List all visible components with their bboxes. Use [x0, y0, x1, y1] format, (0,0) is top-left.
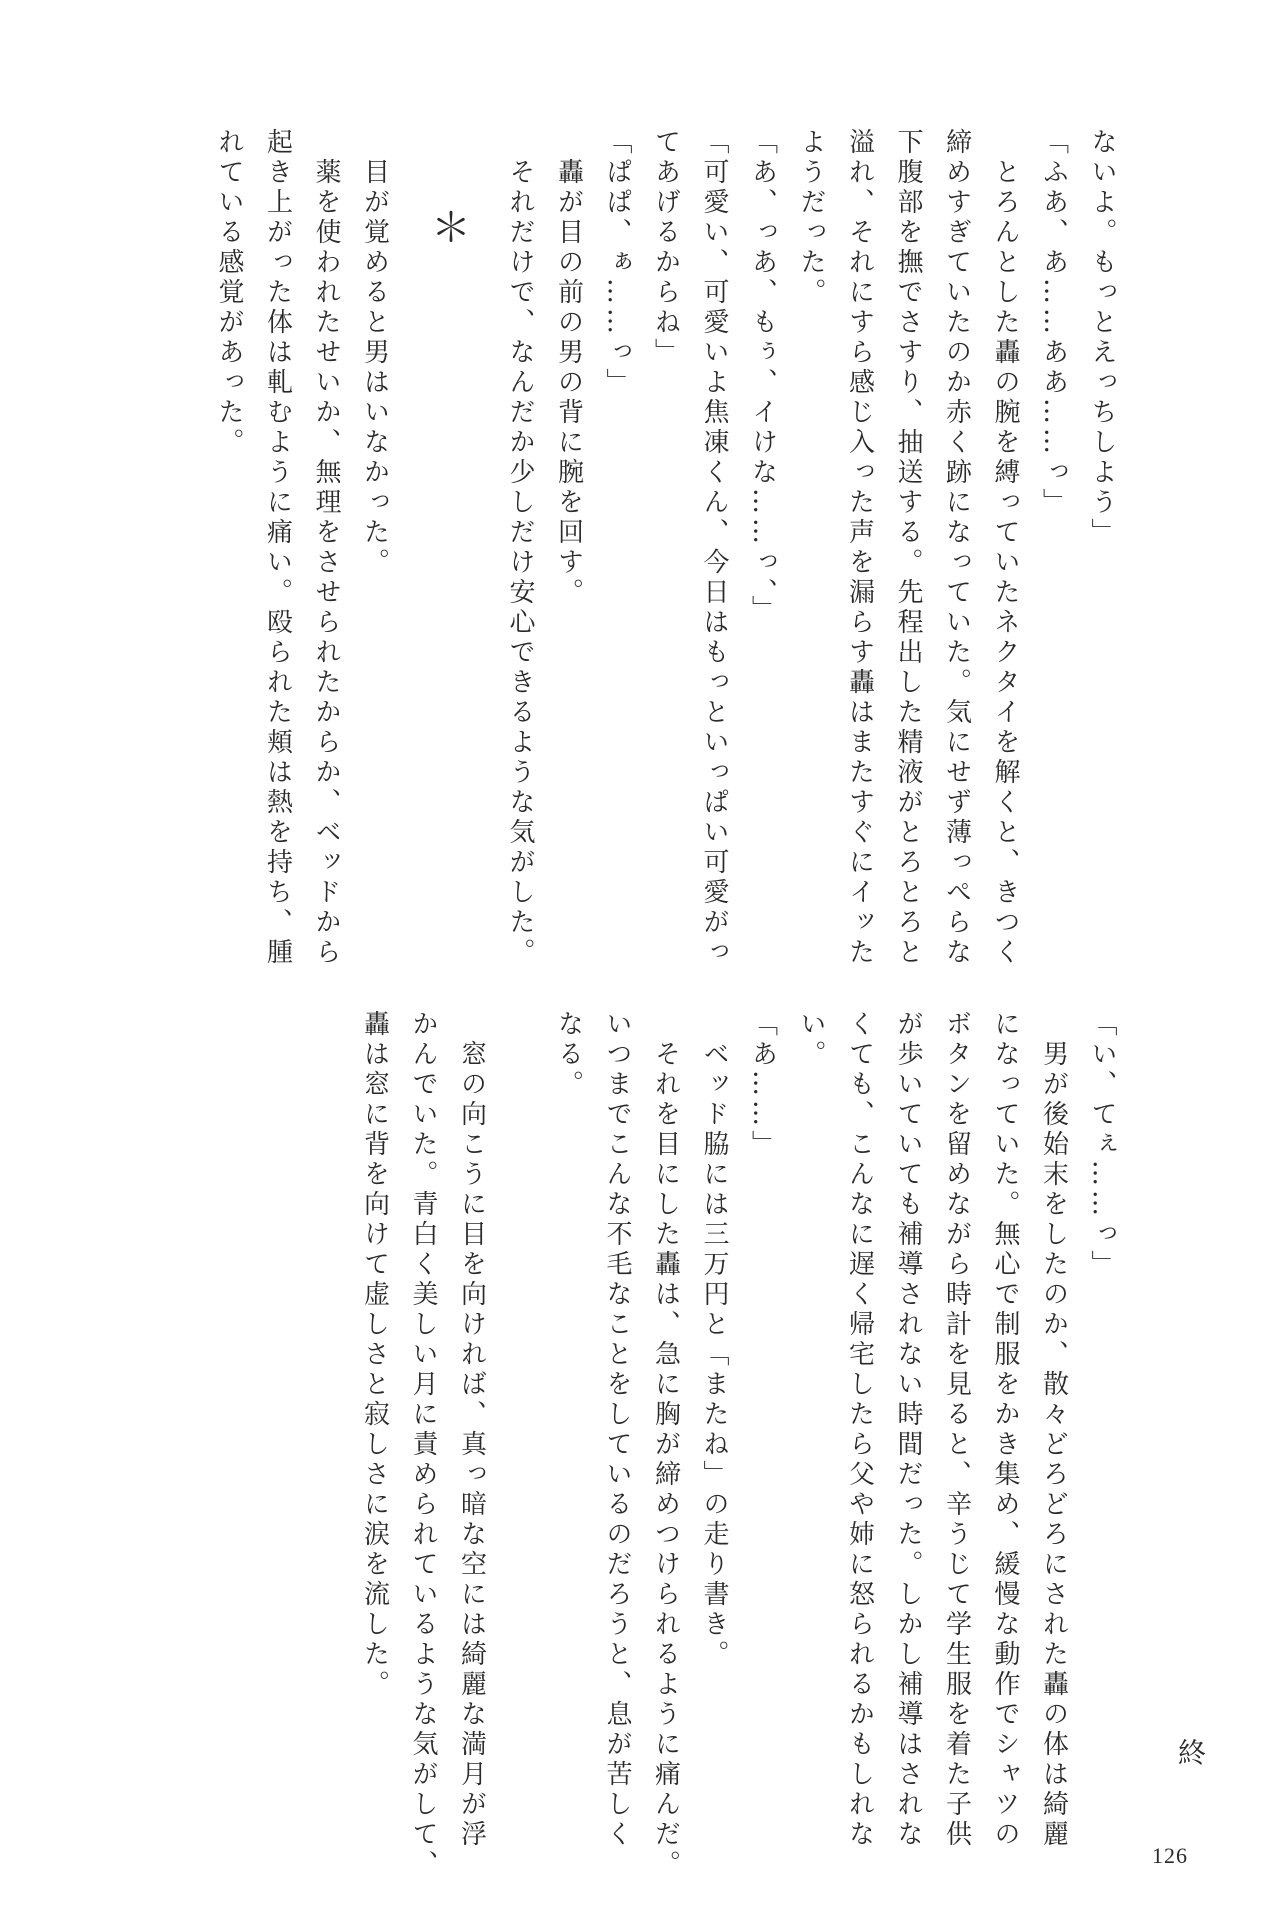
upper-line: ようだった。 [796, 128, 826, 308]
upper-line: 「ふあ、あ……ああ……っ」 [1038, 128, 1069, 518]
lower-line: ベッド脇には三万円と「またね」の走り書き。 [699, 1010, 729, 1670]
upper-line: ないよ。もっとえっちしよう」 [1087, 128, 1117, 548]
upper-line: 下腹部を撫でさすり、抽送する。先程出した精液がとろとろと [893, 128, 923, 968]
lower-line: になっていた。無心で制服をかき集め、緩慢な動作でシャツの [990, 1010, 1020, 1850]
section-separator: ＊ [431, 205, 471, 251]
lower-line: 男が後始末をしたのか、散々どろどろにされた轟の体は綺麗 [1038, 1010, 1069, 1850]
upper-line: とろんとした轟の腕を縛っていたネクタイを解くと、きつく [990, 128, 1020, 968]
upper-line: 「あ、っあ、もぅ、イけな……っ、」 [747, 128, 778, 625]
upper-line: 溢れ、それにすら感じ入った声を漏らす轟はまたすぐにイッた [844, 128, 875, 968]
lower-line: いつまでこんな不毛なことをしているのだろうと、息が苦しく [602, 1010, 632, 1850]
lower-line: 「あ……」 [747, 1010, 778, 1160]
end-mark: 終 [1174, 1738, 1207, 1766]
lower-line: かんでいた。青白く美しい月に責められているような気がして、 [408, 1010, 438, 1880]
lower-line: 窓の向こうに目を向ければ、真っ暗な空には綺麗な満月が浮 [456, 1010, 487, 1850]
lower-line: なる。 [553, 1010, 584, 1100]
lower-line: い。 [796, 1010, 826, 1070]
page-number: 126 [1152, 1843, 1188, 1868]
lower-line: 「い、てぇ……っ」 [1087, 1010, 1117, 1280]
upper-line: 薬を使われたせいか、無理をさせられたからか、ベッドから [311, 128, 341, 968]
lower-line: ボタンを留めながら時計を見ると、辛うじて学生服を着た子供 [941, 1010, 972, 1850]
upper-line: 締めすぎていたのか赤く跡になっていた。気にせず薄っぺらな [941, 128, 972, 968]
upper-line: それだけで、なんだか少しだけ安心できるような気がした。 [505, 128, 535, 968]
upper-line: れている感覚があった。 [214, 128, 244, 458]
upper-line: 起き上がった体は軋むように痛い。殴られた頬は熱を持ち、腫 [262, 128, 293, 968]
upper-line: 「可愛い、可愛いよ焦凍くん、今日はもっといっぱい可愛がっ [699, 128, 729, 968]
lower-line: くても、こんなに遅く帰宅したら父や姉に怒られるかもしれな [844, 1010, 875, 1850]
lower-line: が歩いていても補導されない時間だった。しかし補導はされな [893, 1010, 923, 1850]
lower-line: それを目にした轟は、急に胸が締めつけられるように痛んだ。 [650, 1010, 681, 1880]
upper-line: 轟が目の前の男の背に腕を回す。 [553, 128, 584, 608]
upper-line: 「ぱぱ、ぁ……っ」 [602, 128, 632, 398]
lower-line: 轟は窓に背を向けて虚しさと寂しさに涙を流した。 [359, 1010, 390, 1700]
upper-line: 目が覚めると男はいなかった。 [359, 128, 390, 578]
upper-line: てあげるからね」 [650, 128, 681, 368]
